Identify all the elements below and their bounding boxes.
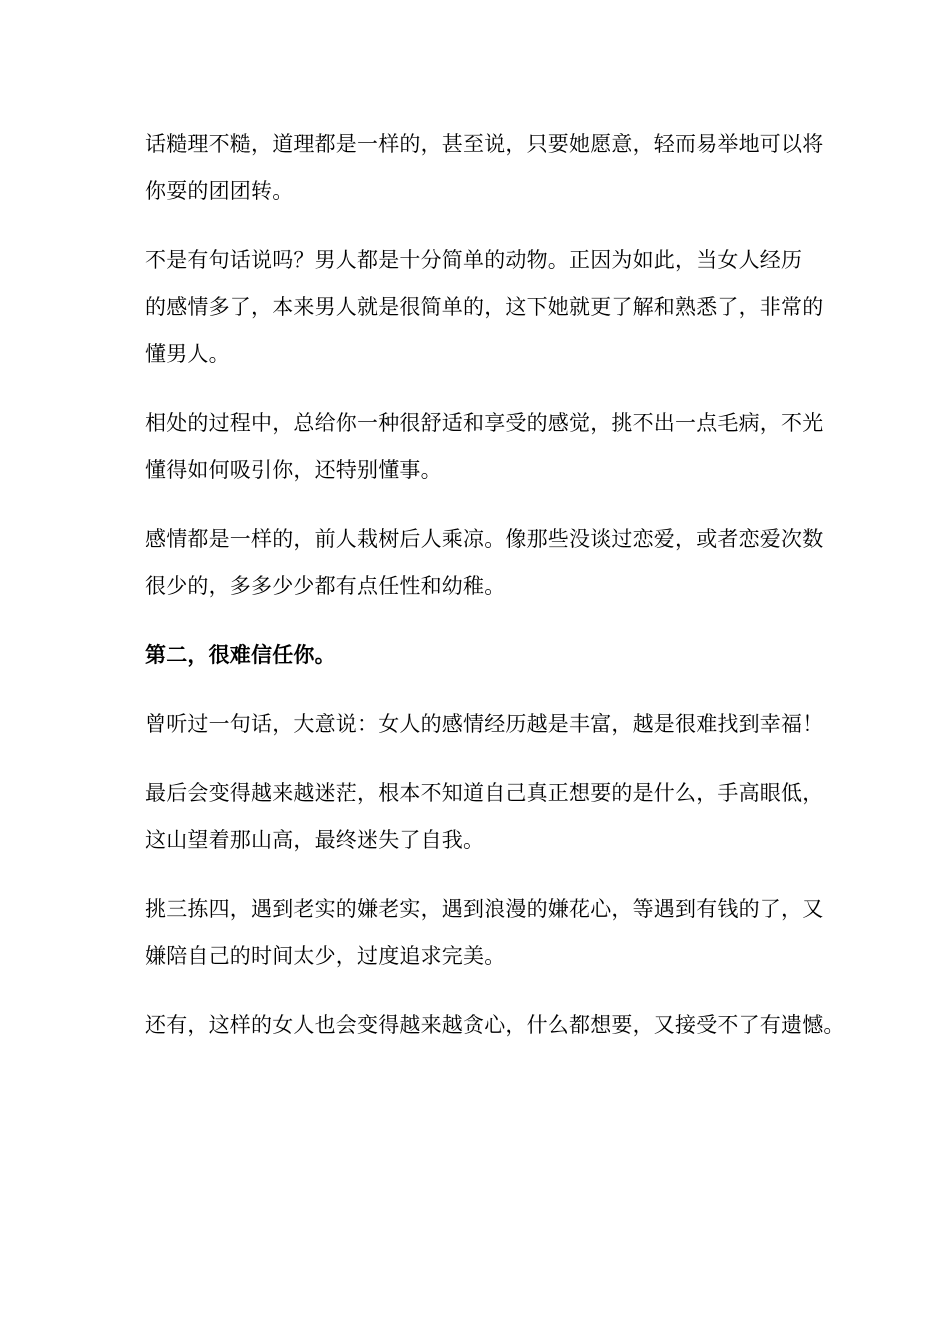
document-page (145, 121, 845, 1071)
paragraph-line: 的感情多了，本来男人就是很简单的，这下她就更了解和熟悉了，非常的 (145, 295, 824, 319)
paragraph-9 (145, 1002, 845, 1049)
paragraph-line: 这山望着那山高，最终迷失了自我。 (145, 828, 485, 852)
heading-line: 第二，很难信任你。 (145, 643, 336, 667)
paragraph-line: 很少的，多多少少都有点任性和幼稚。 (145, 574, 506, 598)
paragraph-4 (145, 516, 825, 610)
paragraph-8 (145, 886, 825, 980)
paragraph-line: 曾听过一句话，大意说：女人的感情经历越是丰富，越是很难找到幸福！ (145, 712, 824, 736)
paragraph-7 (145, 770, 825, 864)
paragraph-line: 懂得如何吸引你，还特别懂事。 (145, 458, 442, 482)
paragraph-line: 你耍的团团转。 (145, 179, 294, 203)
paragraph-2 (145, 237, 825, 378)
section-heading (145, 632, 825, 679)
paragraph-line: 相处的过程中，总给你一种很舒适和享受的感觉，挑不出一点毛病，不光 (145, 411, 824, 435)
paragraph-line: 嫌陪自己的时间太少，过度追求完美。 (145, 944, 506, 968)
paragraph-line: 最后会变得越来越迷茫，根本不知道自己真正想要的是什么，手高眼低， (145, 781, 824, 805)
paragraph-6 (145, 701, 825, 748)
paragraph-line: 感情都是一样的，前人栽树后人乘凉。像那些没谈过恋爱，或者恋爱次数 (145, 527, 824, 551)
paragraph-line: 话糙理不糙，道理都是一样的，甚至说，只要她愿意，轻而易举地可以将 (145, 132, 824, 156)
paragraph-line: 挑三拣四，遇到老实的嫌老实，遇到浪漫的嫌花心，等遇到有钱的了，又 (145, 897, 824, 921)
paragraph-line: 还有，这样的女人也会变得越来越贪心，什么都想要，又接受不了有遗憾。 (145, 1013, 845, 1037)
paragraph-line: 懂男人。 (145, 342, 230, 366)
paragraph-1 (145, 121, 825, 215)
paragraph-3 (145, 400, 825, 494)
paragraph-line: 不是有句话说吗？男人都是十分简单的动物。正因为如此，当女人经历 (145, 248, 803, 272)
